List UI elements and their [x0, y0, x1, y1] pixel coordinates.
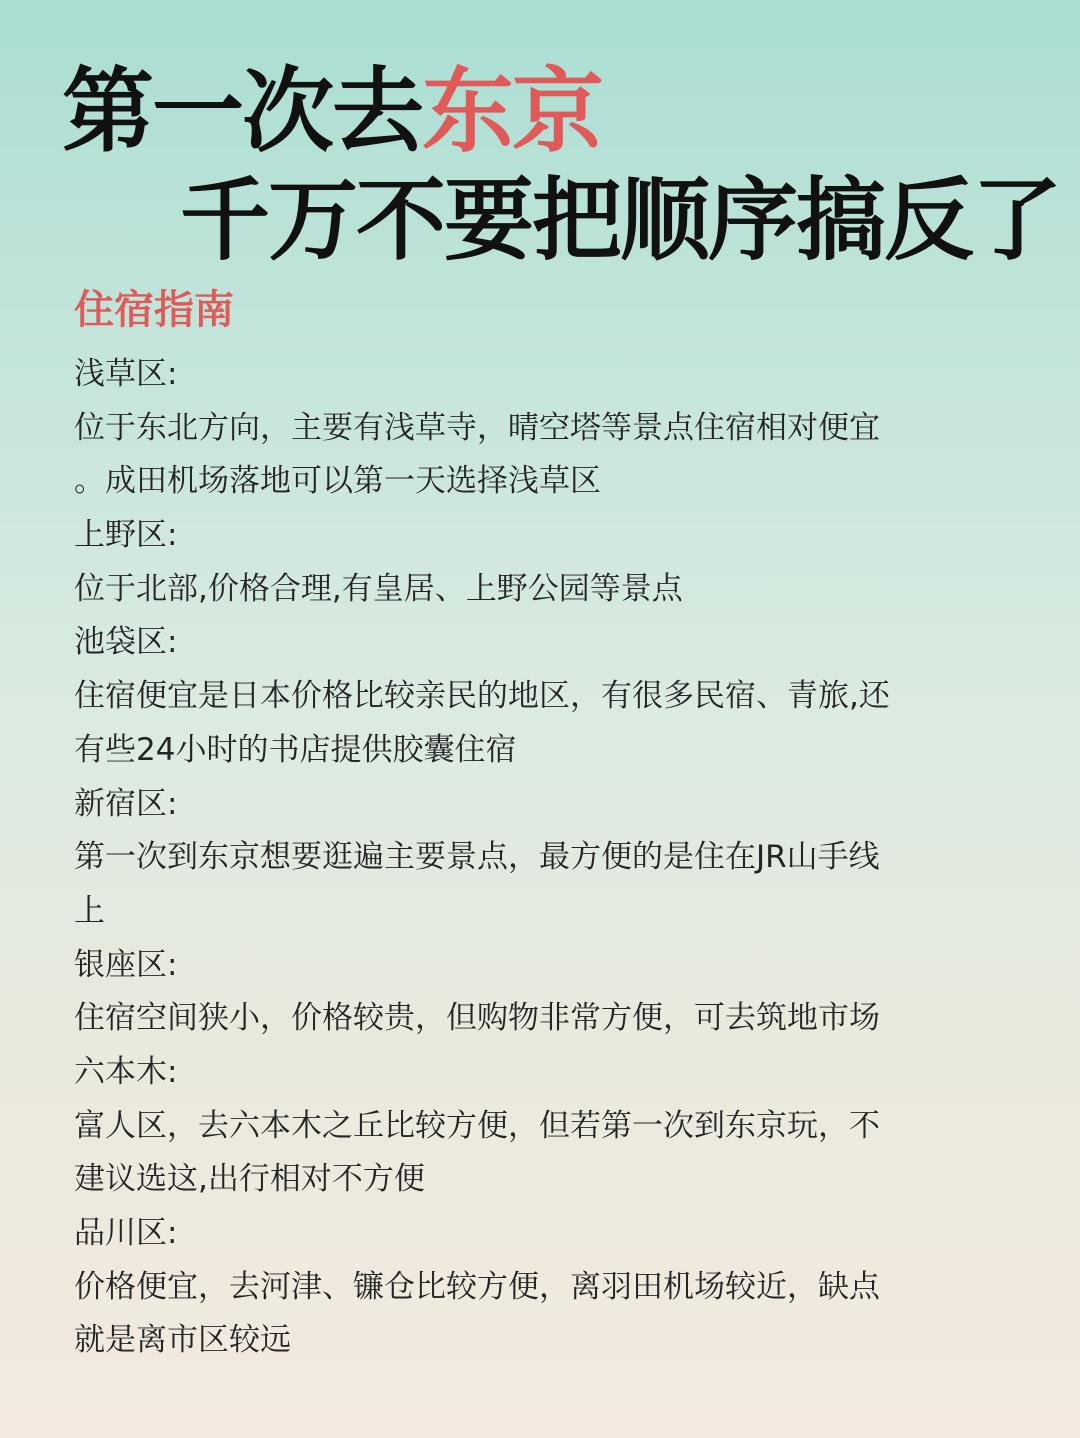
district-desc-shinagawa-2: 就是离市区较远 [74, 1322, 291, 1359]
title-line-1 [62, 58, 603, 165]
district-heading-roppongi: 六本木: [74, 1053, 178, 1090]
district-desc-shinjuku-2: 上 [74, 892, 105, 929]
district-desc-ginza: 住宿空间狭小，价格较贵，但购物非常方便，可去筑地市场 [74, 1000, 880, 1037]
district-heading-ginza: 银座区: [74, 946, 178, 983]
district-desc-shinjuku-1: 第一次到东京想要逛遍主要景点，最方便的是住在JR山手线 [74, 839, 880, 876]
district-desc-roppongi-2: 建议选这,出行相对不方便 [74, 1161, 425, 1198]
district-desc-asakusa-1: 位于东北方向，主要有浅草寺，晴空塔等景点住宿相对便宜 [74, 409, 880, 446]
district-heading-ueno: 上野区: [74, 517, 178, 554]
district-desc-ikebukuro-1: 住宿便宜是日本价格比较亲民的地区，有很多民宿、青旅,还 [74, 678, 890, 715]
district-heading-shinjuku: 新宿区: [74, 785, 178, 822]
district-heading-ikebukuro: 池袋区: [74, 624, 178, 661]
district-heading-shinagawa: 品川区: [74, 1215, 178, 1251]
district-heading-asakusa: 浅草区: [74, 356, 178, 392]
title-line-2: 千万不要把顺序搞反了 [180, 168, 1060, 273]
district-desc-ikebukuro-2: 有些24小时的书店提供胶囊住宿 [74, 731, 517, 768]
title-accent-tokyo: 东京 [422, 58, 603, 165]
district-desc-ueno: 位于北部,价格合理,有皇居、上野公园等景点 [74, 570, 683, 607]
district-desc-shinagawa-1: 价格便宜，去河津、镰仓比较方便，离羽田机场较近，缺点 [74, 1268, 880, 1305]
district-desc-roppongi-1: 富人区，去六本木之丘比较方便，但若第一次到东京玩，不 [74, 1107, 880, 1144]
section-heading: 住宿指南 [74, 287, 234, 333]
guide-content [74, 348, 1014, 1368]
title-prefix: 第一次去 [62, 58, 423, 165]
district-desc-asakusa-2: 。成田机场落地可以第一天选择浅草区 [74, 463, 601, 500]
